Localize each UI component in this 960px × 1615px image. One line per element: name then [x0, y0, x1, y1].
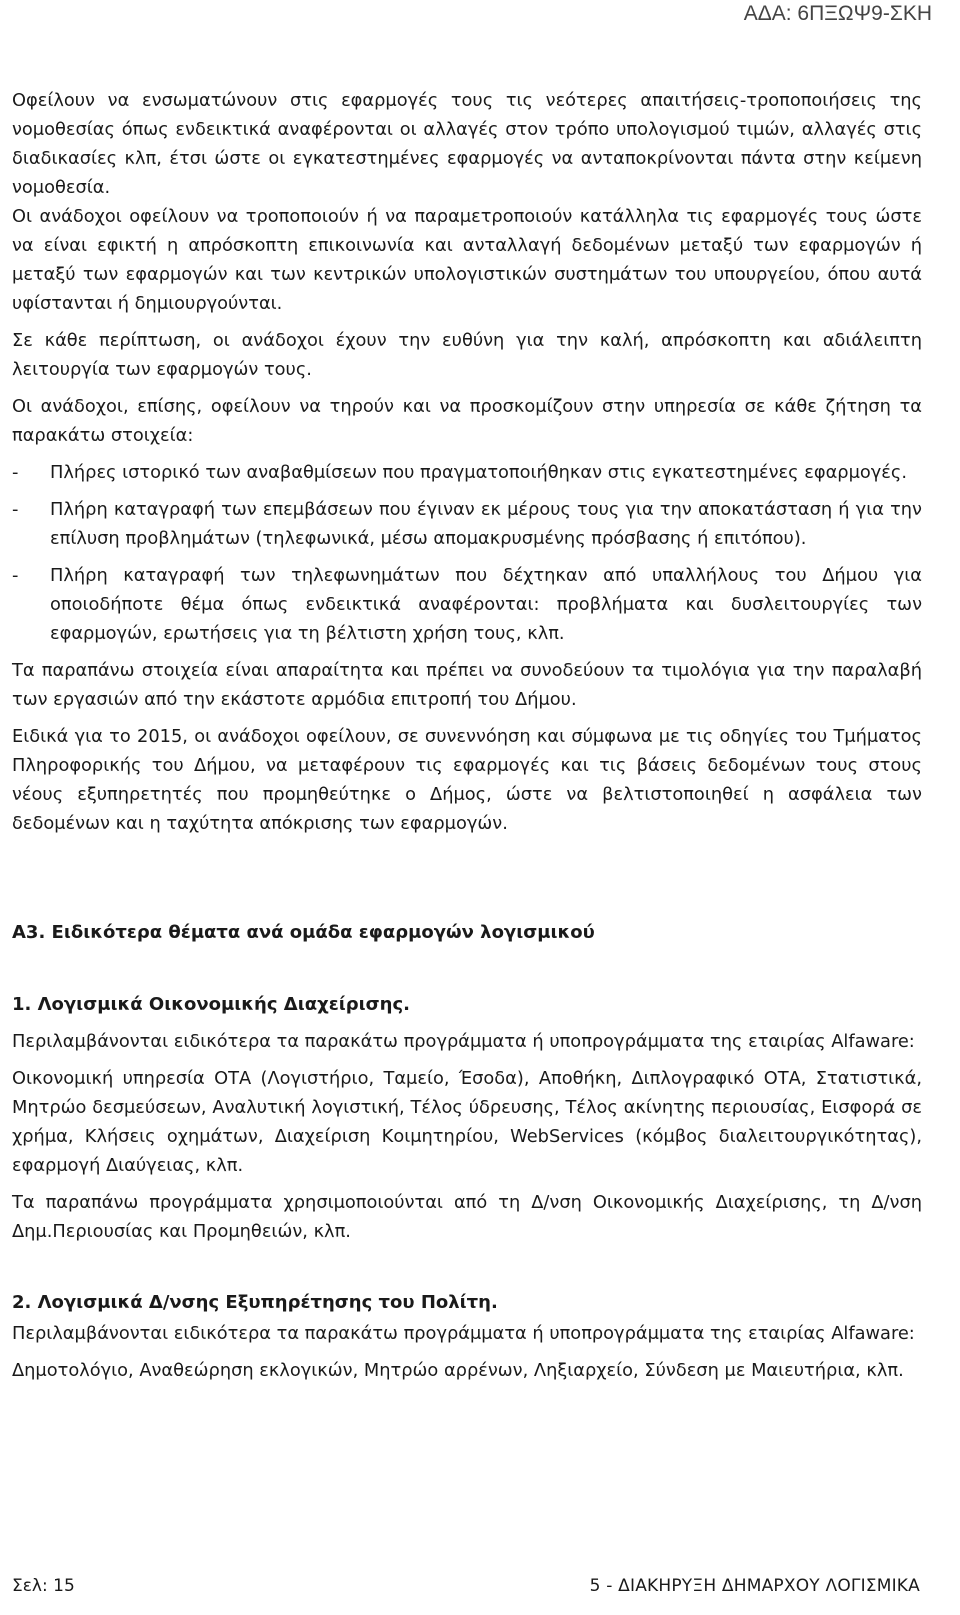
paragraph-records-intro: Οι ανάδοχοι, επίσης, οφείλουν να τηρούν και να προσκομίζουν στην υπηρεσία σε κάθε ζήτηση τα παρακάτω στοιχεία:: [12, 396, 922, 446]
paragraph-financial-intro: Περιλαμβάνονται ειδικότερα τα παρακάτω προγράμματα ή υποπρογράμματα της εταιρίας Alfaware:: [12, 1031, 915, 1052]
paragraph-financial-note: Τα παραπάνω προγράμματα χρησιμοποιούνται από τη Δ/νση Οικονομικής Διαχείρισης, τη Δ/νση Δημ.Περιουσίας και Προμηθειών, κλπ.: [12, 1192, 922, 1242]
paragraph-citizen-list: Δημοτολόγιο, Αναθεώρηση εκλογικών, Μητρώο αρρένων, Ληξιαρχείο, Σύνδεση με Μαιευτήρια, κλπ.: [12, 1360, 904, 1381]
bullet-marker: -: [12, 499, 19, 520]
subsection-title-citizen: 2. Λογισμικά Δ/νσης Εξυπηρέτησης του Πολίτη.: [12, 1292, 498, 1313]
list-item-text: Πλήρη καταγραφή των επεμβάσεων που έγιναν εκ μέρους τους για την αποκατάσταση ή για την επίλυση προβλημάτων (τηλεφωνικά, μέσω απομακρυσμένης πρόσβασης ή επιτόπου).: [50, 499, 922, 549]
subsection-title-financial: 1. Λογισμικά Οικονομικής Διαχείρισης.: [12, 994, 410, 1015]
list-item: [12, 458, 922, 487]
paragraph-2015-migration: Ειδικά για το 2015, οι ανάδοχοι οφείλουν, σε συνεννόηση και σύμφωνα με τις οδηγίες του Τμήματος Πληροφορικής του Δήμου, να μεταφέρουν τις εφαρμογές και τις βάσεις δεδομένων τους στους νέους εξυπηρετητές που προμηθεύτηκε ο Δήμος, ώστε να βελτιστοποιηθεί η ασφάλεια των δεδομένων και η ταχύτητα απόκρισης των εφαρμογών.: [12, 726, 922, 834]
page-footer: [12, 1574, 920, 1598]
paragraph-citizen-intro: Περιλαμβάνονται ειδικότερα τα παρακάτω προγράμματα ή υποπρογράμματα της εταιρίας Alfaware:: [12, 1323, 915, 1344]
list-item-text: Πλήρη καταγραφή των τηλεφωνημάτων που δέχτηκαν από υπαλλήλους του Δήμου για οποιοδήποτε θέμα όπως ενδεικτικά αναφέρονται: προβλήματα και δυσλειτουργίες των εφαρμογών, ερωτήσεις για τη βέλτιστη χρήση τους, κλπ.: [50, 565, 922, 644]
paragraph-parametrization: Οι ανάδοχοι οφείλουν να τροποποιούν ή να παραμετροποιούν κατάλληλα τις εφαρμογές τους ώστε να είναι εφικτή η απρόσκοπτη επικοινωνία και ανταλλαγή δεδομένων μεταξύ των εφαρμογών ή μεταξύ των εφαρμογών και των κεντρικών υπολογιστικών συστημάτων του υπουργείου, όπου αυτά υφίστανται ή δημιουργούνται.: [12, 206, 922, 314]
page-number: Σελ: 15: [12, 1576, 75, 1596]
ada-code: ΑΔΑ: 6ΠΞΩΨ9-ΣΚΗ: [743, 2, 932, 25]
document-body: [12, 86, 922, 1385]
paragraph-invoices: Τα παραπάνω στοιχεία είναι απαραίτητα και πρέπει να συνοδεύουν τα τιμολόγια για την παραλαβή των εργασιών από την εκάστοτε αρμόδια επιτροπή του Δήμου.: [12, 660, 922, 710]
document-reference: 5 - ΔΙΑΚΗΡΥΞΗ ΔΗΜΑΡΧΟΥ ΛΟΓΙΣΜΙΚΑ: [589, 1576, 920, 1596]
paragraph-legislation: Οφείλουν να ενσωματώνουν στις εφαρμογές τους τις νεότερες απαιτήσεις-τροποποιήσεις της νομοθεσίας όπως ενδεικτικά αναφέρονται οι αλλαγές στον τρόπο υπολογισμού τιμών, αλλαγές στις διαδικασίες κλπ, έτσι ώστε οι εγκατεστημένες εφαρμογές να ανταποκρίνονται πάντα στην κείμενη νομοθεσία.: [12, 90, 922, 198]
list-item: [12, 561, 922, 648]
list-item: [12, 495, 922, 553]
paragraph-responsibility: Σε κάθε περίπτωση, οι ανάδοχοι έχουν την ευθύνη για την καλή, απρόσκοπτη και αδιάλειπτη λειτουργία των εφαρμογών τους.: [12, 330, 922, 380]
list-item-text: Πλήρες ιστορικό των αναβαθμίσεων που πραγματοποιήθηκαν στις εγκατεστημένες εφαρμογές.: [50, 462, 907, 483]
paragraph-financial-list: Οικονομική υπηρεσία ΟΤΑ (Λογιστήριο, Ταμείο, Έσοδα), Αποθήκη, Διπλογραφικό ΟΤΑ, Στατιστικά, Μητρώο δεσμεύσεων, Αναλυτική λογιστική, Τέλος ύδρευσης, Τέλος ακίνητης περιουσίας, Εισφορά σε χρήμα, Κλήσεις οχημάτων, Διαχείριση Κοιμητηρίου, WebServices (κόμβος διαλειτουργικότητας), εφαρμογή Διαύγειας, κλπ.: [12, 1068, 922, 1176]
bullet-marker: -: [12, 565, 19, 586]
section-title-a3: Α3. Ειδικότερα θέματα ανά ομάδα εφαρμογών λογισμικού: [12, 922, 595, 943]
bullet-marker: -: [12, 462, 19, 483]
